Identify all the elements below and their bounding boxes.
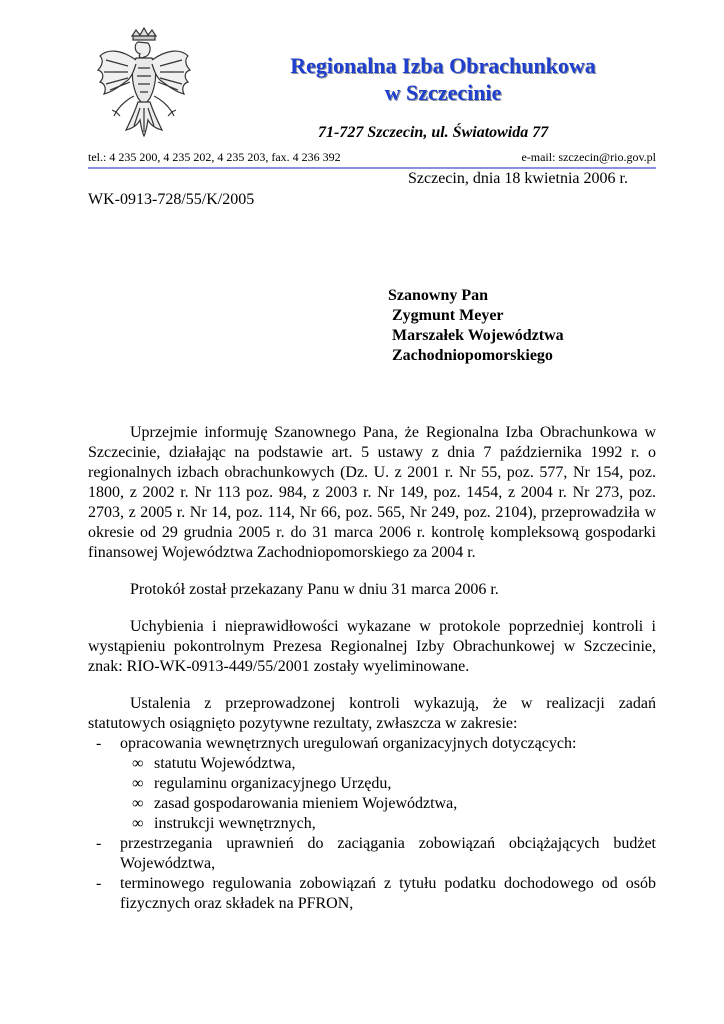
list-item-text: przestrzegania uprawnień do zaciągania zobowiązań obciążających budżet Województwa, xyxy=(120,835,656,872)
reference-number: WK-0913-728/55/K/2005 xyxy=(88,191,255,208)
sub-list-item-text: regulaminu organizacyjnego Urzędu, xyxy=(154,775,392,792)
org-name-line1: Regionalna Izba Obrachunkowa xyxy=(290,53,596,78)
infinity-bullet-icon: ∞ xyxy=(132,815,144,832)
email-address: e-mail: szczecin@rio.gov.pl xyxy=(521,150,656,164)
sub-list-item xyxy=(88,754,656,774)
header-divider xyxy=(88,167,656,169)
paragraph: Ustalenia z przeprowadzonej kontroli wykazują, że w realizacji zadań statutowych osiągnięto pozytywne rezultaty, zwłaszcza w zakresie: xyxy=(88,695,656,732)
recipient-name: Zygmunt Meyer xyxy=(392,307,504,324)
list-dash: - xyxy=(96,835,102,852)
infinity-bullet-icon: ∞ xyxy=(132,755,144,772)
list-dash: - xyxy=(96,735,102,752)
recipient-title: Marszałek Województwa xyxy=(392,327,564,344)
org-address: 71-727 Szczecin, ul. Światowida 77 xyxy=(318,124,549,141)
recipient-block xyxy=(388,286,564,366)
phone-fax-numbers: tel.: 4 235 200, 4 235 202, 4 235 203, fax. 4 236 392 xyxy=(88,150,341,164)
sub-list-item-text: zasad gospodarowania mieniem Województwa, xyxy=(154,795,458,812)
sub-list-item-text: instrukcji wewnętrznych, xyxy=(154,815,316,832)
infinity-bullet-icon: ∞ xyxy=(132,795,144,812)
recipient-salutation: Szanowny Pan xyxy=(388,287,489,304)
sub-list-item-text: statutu Województwa, xyxy=(154,755,296,772)
letter-body xyxy=(88,423,656,914)
paragraph: Uprzejmie informuję Szanownego Pana, że Regionalna Izba Obrachunkowa w Szczecinie, działając na podstawie art. 5 ustawy z dnia 7 października 1992 r. o regionalnych izbach obrachunkowych (Dz. U. z 2001 r. Nr 55, poz. 577, Nr 154, poz. 1800, z 2002 r. Nr 113 poz. 984, z 2003 r. Nr 149, poz. 1454, z 2004 r. Nr 273, poz. 2703, z 2005 r. Nr 14, poz. 114, Nr 66, poz. 565, Nr 249, poz. 2104), przeprowadziła w okresie od 29 grudnia 2005 r. do 31 marca 2006 r. kontrolę kompleksową gospodarki finansowej Województwa Zachodniopomorskiego za 2004 r. xyxy=(88,424,656,561)
list-item xyxy=(88,874,656,914)
recipient-region: Zachodniopomorskiego xyxy=(392,347,553,364)
list-item xyxy=(88,734,656,754)
list-item-text: opracowania wewnętrznych uregulowań organizacyjnych dotyczących: xyxy=(120,735,577,752)
org-name-line2: w Szczecinie xyxy=(384,80,502,105)
sub-list-item xyxy=(88,794,656,814)
contact-line xyxy=(88,150,656,165)
sub-list-item xyxy=(88,814,656,834)
infinity-bullet-icon: ∞ xyxy=(132,775,144,792)
paragraph: Protokół został przekazany Panu w dniu 31 marca 2006 r. xyxy=(130,581,499,598)
sub-list-item xyxy=(88,774,656,794)
list-item xyxy=(88,834,656,874)
list-item-text: terminowego regulowania zobowiązań z tytułu podatku dochodowego od osób fizycznych oraz składek na PFRON, xyxy=(120,875,656,912)
paragraph: Uchybienia i nieprawidłowości wykazane w protokole poprzedniej kontroli i wystąpieniu pokontrolnym Prezesa Regionalnej Izby Obrachunkowej w Szczecinie, znak: RIO-WK-0913-449/55/2001 zostały wyeliminowane. xyxy=(88,618,656,675)
list-dash: - xyxy=(96,875,102,892)
place-date: Szczecin, dnia 18 kwietnia 2006 r. xyxy=(408,170,628,187)
